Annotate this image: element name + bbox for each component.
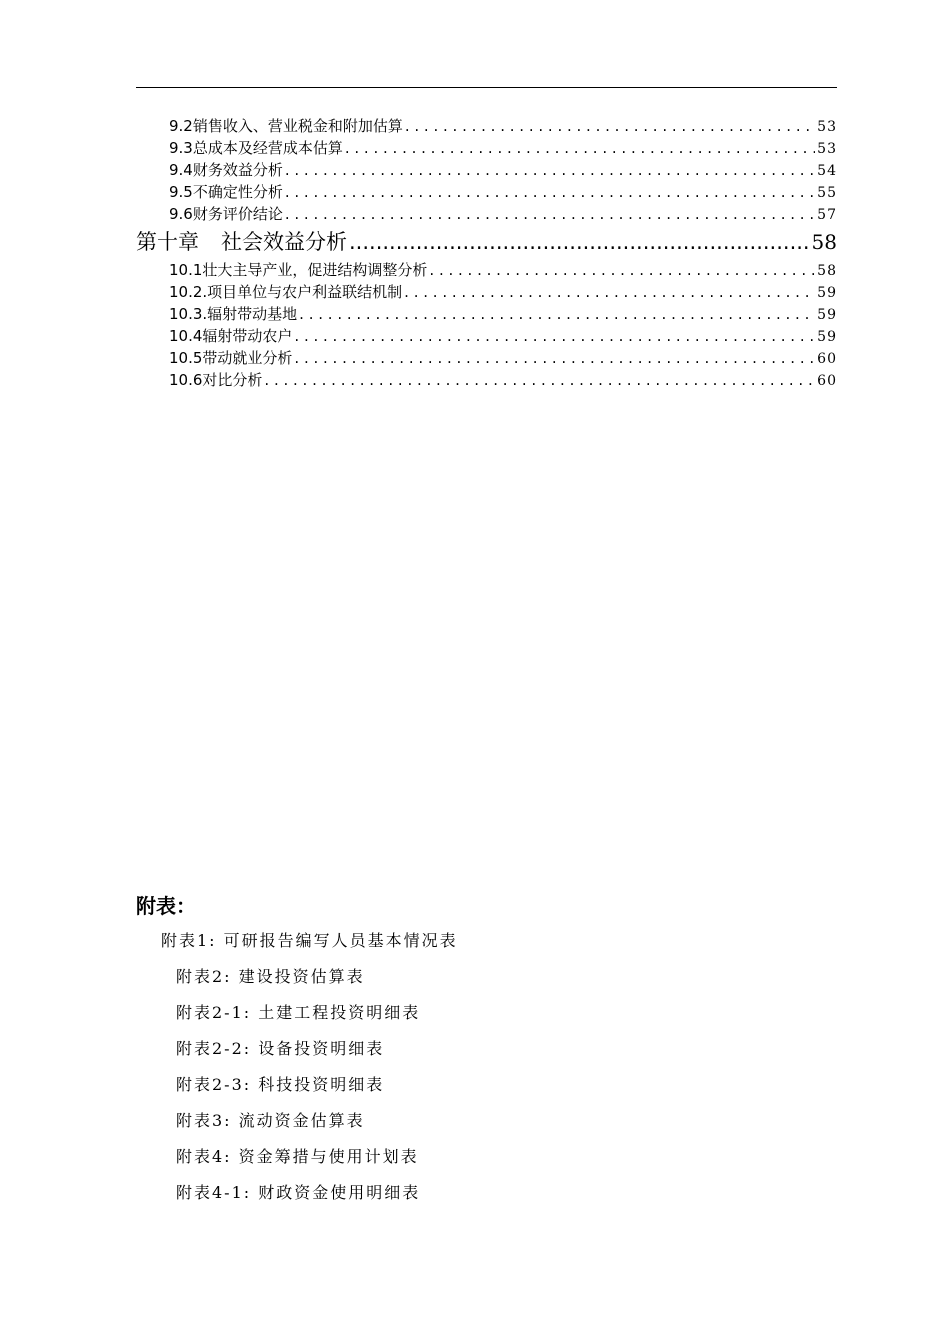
toc-entry-title: 10.6对比分析: [169, 371, 263, 389]
toc-entry-title: 10.3.辐射带动基地: [169, 305, 298, 323]
toc-entry-page: 60: [817, 373, 837, 389]
toc-entry-page: 60: [817, 351, 837, 367]
toc-entry-title: 9.6财务评价结论: [169, 205, 283, 223]
toc-entry[interactable]: [136, 369, 837, 391]
toc-entry-page: 59: [817, 329, 837, 345]
toc-entry-title: 10.4辐射带动农户: [169, 327, 293, 345]
toc-leader-dots: [349, 230, 810, 254]
appendix-item: 附表2: 建设投资估算表: [176, 967, 365, 986]
toc-entry[interactable]: [136, 115, 837, 137]
toc-leader-dots: [429, 261, 815, 279]
toc-leader-dots: [405, 117, 815, 135]
toc-chapter-entry[interactable]: [136, 226, 837, 256]
toc-entry-page: 55: [817, 185, 837, 201]
toc-entry[interactable]: [136, 259, 837, 281]
toc-leader-dots: [294, 327, 815, 345]
toc-leader-dots: [264, 371, 815, 389]
toc-chapter-heading: [136, 226, 347, 256]
toc-entry-page: 59: [817, 307, 837, 323]
toc-entry-page: 53: [817, 119, 837, 135]
appendix-item: 附表3: 流动资金估算表: [176, 1111, 365, 1130]
table-of-contents: [136, 115, 837, 391]
toc-entry-title: 9.3总成本及经营成本估算: [169, 139, 343, 157]
toc-entry[interactable]: [136, 159, 837, 181]
appendix-item: 附表1: 可研报告编写人员基本情况表: [161, 931, 458, 950]
toc-leader-dots: [299, 305, 815, 323]
toc-entry[interactable]: [136, 203, 837, 225]
appendix-item: 附表4-1: 财政资金使用明细表: [176, 1183, 421, 1202]
toc-entry-title: 10.1壮大主导产业，促进结构调整分析: [169, 261, 428, 279]
appendix-item: 附表2-2: 设备投资明细表: [176, 1039, 385, 1058]
toc-entry[interactable]: [136, 303, 837, 325]
toc-chapter-page: 58: [811, 230, 837, 254]
toc-chapter-number: 第十章: [136, 230, 199, 254]
toc-entry-page: 57: [817, 207, 837, 223]
toc-leader-dots: [285, 161, 815, 179]
appendix-item: 附表2-3: 科技投资明细表: [176, 1075, 385, 1094]
toc-entry-page: 53: [817, 141, 837, 157]
appendix-item: 附表2-1: 土建工程投资明细表: [176, 1003, 421, 1022]
toc-entry-title: 10.2.项目单位与农户利益联结机制: [169, 283, 403, 301]
toc-leader-dots: [345, 139, 815, 157]
toc-entry-title: 9.4财务效益分析: [169, 161, 283, 179]
toc-leader-dots: [404, 283, 815, 301]
toc-entry-title: 9.2销售收入、营业税金和附加估算: [169, 117, 403, 135]
toc-entry[interactable]: [136, 325, 837, 347]
header-rule: [136, 87, 837, 88]
toc-chapter-title: 社会效益分析: [221, 230, 347, 254]
toc-entry[interactable]: [136, 281, 837, 303]
toc-entry-title: 9.5不确定性分析: [169, 183, 283, 201]
toc-entry[interactable]: [136, 137, 837, 159]
toc-entry-title: 10.5带动就业分析: [169, 349, 293, 367]
toc-entry-page: 58: [817, 263, 837, 279]
appendix-heading: 附表：: [136, 894, 196, 918]
appendix-item: 附表4: 资金筹措与使用计划表: [176, 1147, 419, 1166]
toc-entry-page: 59: [817, 285, 837, 301]
toc-leader-dots: [285, 183, 815, 201]
toc-leader-dots: [285, 205, 815, 223]
toc-entry-page: 54: [817, 163, 837, 179]
toc-entry[interactable]: [136, 181, 837, 203]
toc-leader-dots: [294, 349, 815, 367]
toc-entry[interactable]: [136, 347, 837, 369]
